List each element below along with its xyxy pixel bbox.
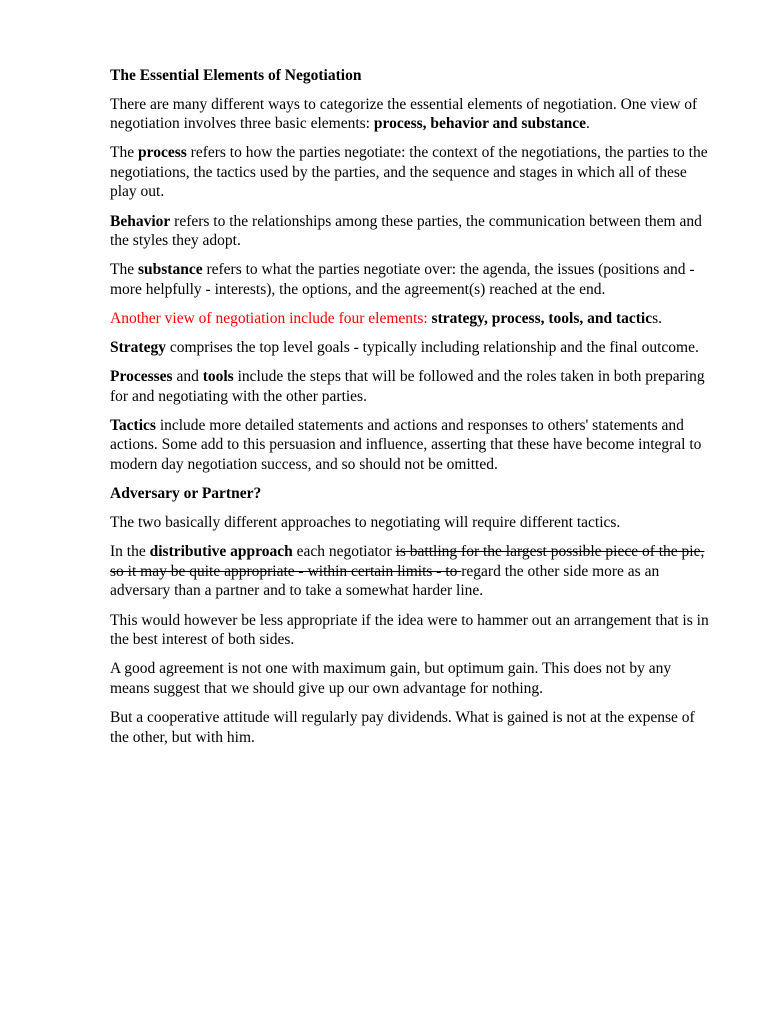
paragraph-processes-tools bbox=[110, 367, 710, 406]
strategy-text: comprises the top level goals - typically including relationship and the final outcome. bbox=[165, 339, 699, 357]
processes-term: Processes bbox=[110, 368, 173, 386]
distributive-pre: In the bbox=[110, 543, 150, 561]
substance-pre: The bbox=[110, 261, 138, 279]
tactics-text: include more detailed statements and actions and responses to others' statements and actions. Some add to this persuasion and influence, asserting that these have become integral to modern day negotiation success, and so should not be omitted. bbox=[110, 416, 702, 473]
tactics-term: Tactics bbox=[110, 416, 156, 434]
process-term: process bbox=[137, 144, 187, 162]
document-body bbox=[110, 66, 710, 757]
paragraph-good-agreement: A good agreement is not one with maximum gain, but optimum gain. This does not by any means suggest that we should give up our own advantage for nothing. bbox=[110, 660, 672, 697]
processes-tools-text: include the steps that will be followed and the roles taken in both preparing for and negotiating with the other parties. bbox=[110, 368, 705, 405]
intro-text: There are many different ways to categorize the essential elements of negotiation. One view of negotiation involves three basic elements: bbox=[110, 95, 698, 133]
distributive-struck-text: is battling for the largest possible piece of the pie, so it may be quite appropriate - within certain limits - to bbox=[110, 543, 705, 580]
substance-text: refers to what the parties negotiate over: the agenda, the issues (positions and - more helpfully - interests), the options, and the agreement(s) reached at the end. bbox=[110, 261, 695, 298]
process-pre: The bbox=[110, 144, 138, 162]
paragraph-cooperative: But a cooperative attitude will regularly pay dividends. What is gained is not at the expense of the other, but with him. bbox=[110, 708, 695, 746]
distributive-term: distributive approach bbox=[149, 543, 293, 561]
processes-tools-and: and bbox=[172, 368, 203, 386]
intro-end: . bbox=[586, 115, 590, 133]
document-title: The Essential Elements of Negotiation bbox=[110, 67, 362, 84]
paragraph-tactics bbox=[110, 416, 710, 475]
four-elements-end: s. bbox=[652, 309, 663, 327]
paragraph-approaches: The two basically different approaches to negotiating will require different tactics. bbox=[110, 514, 621, 532]
paragraph-four-elements bbox=[110, 309, 710, 329]
paragraph-substance bbox=[110, 260, 710, 299]
paragraph-process bbox=[110, 143, 710, 202]
behavior-text: refers to the relationships among these parties, the communication between them and the styles they adopt. bbox=[110, 212, 702, 250]
four-elements-bold: strategy, process, tools, and tactic bbox=[431, 309, 653, 327]
paragraph-distributive bbox=[110, 542, 710, 601]
process-text: refers to how the parties negotiate: the context of the negotiations, the parties to the negotiations, the tactics used by the parties, and the sequence and stages in which all of these play out. bbox=[110, 144, 708, 201]
distributive-text1: each negotiator bbox=[292, 543, 396, 561]
tools-term: tools bbox=[202, 368, 234, 386]
four-elements-red-text: Another view of negotiation include four elements: bbox=[110, 309, 432, 327]
substance-term: substance bbox=[137, 261, 203, 279]
intro-bold-elements: process, behavior and substance bbox=[373, 115, 587, 133]
paragraph-intro bbox=[110, 95, 710, 134]
paragraph-strategy bbox=[110, 338, 710, 358]
behavior-term: Behavior bbox=[110, 212, 171, 230]
paragraph-behavior bbox=[110, 212, 710, 251]
section-heading-adversary: Adversary or Partner? bbox=[110, 485, 262, 503]
distributive-text2: regard the other side more as an adversary than a partner and to take a somewhat harder line. bbox=[110, 562, 660, 600]
strategy-term: Strategy bbox=[110, 339, 166, 357]
paragraph-less-appropriate: This would however be less appropriate if the idea were to hammer out an arrangement that is in the best interest of both sides. bbox=[110, 611, 709, 649]
